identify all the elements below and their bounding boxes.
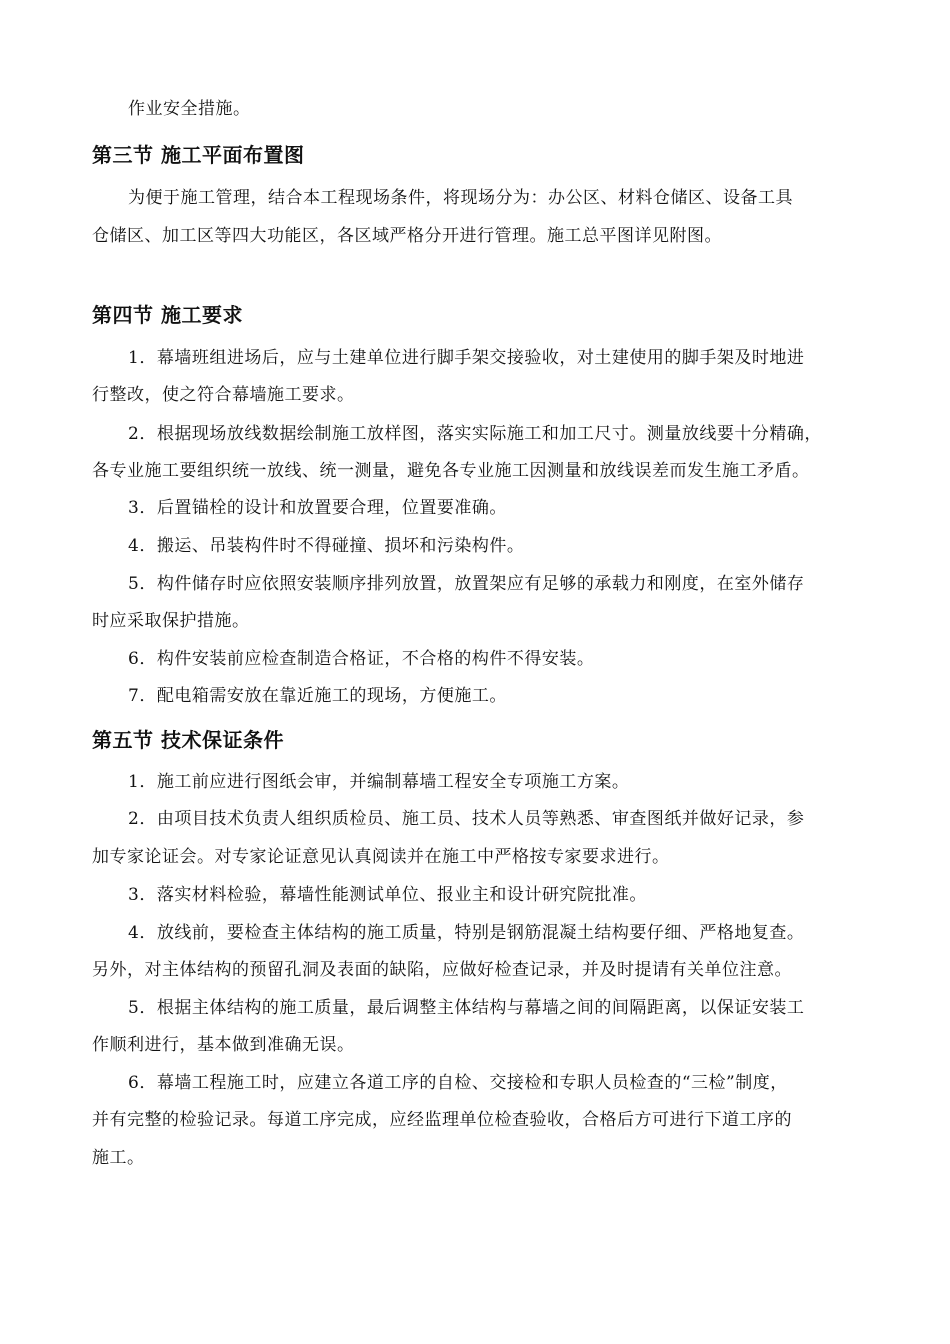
section-5-item-6-cont: 并有完整的检验记录。每道工序完成，应经监理单位检查验收，合格后方可进行下道工序的	[92, 1110, 792, 1130]
section-5-item-4-cont: 另外，对主体结构的预留孔洞及表面的缺陷，应做好检查记录，并及时提请有关单位注意。	[92, 960, 792, 980]
section-5-item-1: 1．施工前应进行图纸会审，并编制幕墙工程安全专项施工方案。	[128, 772, 630, 792]
intro-line: 作业安全措施。	[128, 99, 251, 119]
section-3-paragraph-line: 仓储区、加工区等四大功能区，各区域严格分开进行管理。施工总平图详见附图。	[92, 226, 722, 246]
section-4-item-1: 1．幕墙班组进场后，应与土建单位进行脚手架交接验收，对土建使用的脚手架及时地进	[128, 348, 805, 368]
section-4-heading: 第四节 施工要求	[92, 303, 243, 327]
section-5-item-5: 5．根据主体结构的施工质量，最后调整主体结构与幕墙之间的间隔距离，以保证安装工	[128, 998, 805, 1018]
section-5-item-4: 4．放线前，要检查主体结构的施工质量，特别是钢筋混凝土结构要仔细、严格地复查。	[128, 923, 805, 943]
section-4-item-5-cont: 时应采取保护措施。	[92, 611, 250, 631]
section-5-item-6: 6．幕墙工程施工时，应建立各道工序的自检、交接检和专职人员检查的“三检”制度，	[128, 1073, 788, 1093]
section-4-item-2-cont: 各专业施工要组织统一放线、统一测量，避免各专业施工因测量和放线误差而发生施工矛盾。	[92, 461, 810, 481]
section-4-item-1-cont: 行整改，使之符合幕墙施工要求。	[92, 385, 355, 405]
section-5-heading: 第五节 技术保证条件	[92, 728, 284, 752]
section-5-item-3: 3．落实材料检验，幕墙性能测试单位、报业主和设计研究院批准。	[128, 885, 647, 905]
section-5-item-5-cont: 作顺利进行，基本做到准确无误。	[92, 1035, 355, 1055]
section-5-item-2-cont: 加专家论证会。对专家论证意见认真阅读并在施工中严格按专家要求进行。	[92, 847, 670, 867]
section-4-item-5: 5．构件储存时应依照安装顺序排列放置，放置架应有足够的承载力和刚度，在室外储存	[128, 574, 805, 594]
section-4-item-7: 7．配电箱需安放在靠近施工的现场，方便施工。	[128, 686, 507, 706]
section-5-item-2: 2．由项目技术负责人组织质检员、施工员、技术人员等熟悉、审查图纸并做好记录，参	[128, 809, 805, 829]
section-4-item-2: 2．根据现场放线数据绘制施工放样图，落实实际施工和加工尺寸。测量放线要十分精确，	[128, 424, 822, 444]
section-5-item-6-cont2: 施工。	[92, 1148, 145, 1168]
section-3-heading: 第三节 施工平面布置图	[92, 143, 305, 167]
section-4-item-6: 6．构件安装前应检查制造合格证，不合格的构件不得安装。	[128, 649, 595, 669]
section-3-paragraph-line: 为便于施工管理，结合本工程现场条件，将现场分为：办公区、材料仓储区、设备工具	[128, 188, 793, 208]
section-4-item-3: 3．后置锚栓的设计和放置要合理，位置要准确。	[128, 498, 507, 518]
section-4-item-4: 4．搬运、吊装构件时不得碰撞、损坏和污染构件。	[128, 536, 525, 556]
